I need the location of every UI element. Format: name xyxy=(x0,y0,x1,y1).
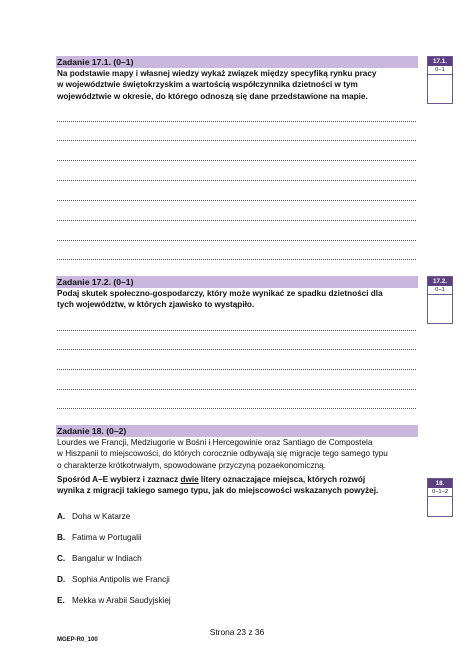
document-code: MGEP-R0_100 xyxy=(57,637,98,643)
answer-line[interactable] xyxy=(57,259,416,260)
score-box-18 xyxy=(427,478,453,517)
task-17-1-header: Zadanie 17.1. (0–1) xyxy=(56,56,418,68)
score-box-points: 0–1 xyxy=(428,286,452,295)
score-box-label: 18. xyxy=(428,479,452,488)
instruction-line-2: wynika z migracji takiego samego typu, jak do miejscowości wskazanych powyżej. xyxy=(57,486,379,496)
answer-line[interactable] xyxy=(57,330,416,331)
score-box-points: 0–1–2 xyxy=(428,488,452,497)
answer-line[interactable] xyxy=(57,240,416,241)
prompt-line: województwie w okresie, do którego odnoszą się dane przedstawione na mapie. xyxy=(57,91,368,101)
option-text: Sophia Antipolis we Francji xyxy=(72,575,170,584)
instruction-line-1 xyxy=(57,474,378,485)
score-box-17-1 xyxy=(427,56,453,104)
task-18-header: Zadanie 18. (0–2) xyxy=(56,425,418,437)
intro-line: Lourdes we Francji, Medziugorie w Bośni i Hercegowinie oraz Santiago de Compostela xyxy=(57,438,373,447)
option-c[interactable] xyxy=(57,553,142,564)
option-text: Fatima w Portugalii xyxy=(72,533,142,542)
answer-line[interactable] xyxy=(57,160,416,161)
option-b[interactable] xyxy=(57,532,142,543)
answer-line[interactable] xyxy=(57,200,416,201)
score-box-points: 0–1 xyxy=(428,66,452,75)
score-box-17-2 xyxy=(427,276,453,324)
prompt-line: Na podstawie mapy i własnej wiedzy wykaż związek między specyfiką rynku pracy xyxy=(57,69,377,78)
answer-line[interactable] xyxy=(57,408,416,409)
prompt-line: tych województw, w których zjawisko to wystąpiło. xyxy=(57,300,255,310)
answer-line[interactable] xyxy=(57,349,416,350)
instruction-text: litery oznaczające miejsca, których rozwój xyxy=(198,475,366,484)
score-box-label: 17.2. xyxy=(428,277,452,286)
option-text: Bangalur w Indiach xyxy=(72,554,142,563)
option-text: Mekka w Arabii Saudyjskiej xyxy=(72,596,171,605)
answer-line[interactable] xyxy=(57,220,416,221)
task-17-2-prompt xyxy=(57,288,383,311)
option-letter: D. xyxy=(57,575,66,584)
instruction-emphasis: dwie xyxy=(180,475,199,484)
task-18-instruction xyxy=(57,474,378,497)
task-17-1-prompt xyxy=(57,68,376,102)
option-e[interactable] xyxy=(57,595,171,606)
answer-line[interactable] xyxy=(57,369,416,370)
intro-line: o charakterze krótkotrwałym, spowodowane przyczyną pozaekonomiczną. xyxy=(57,460,326,470)
answer-line[interactable] xyxy=(57,389,416,390)
task-18-intro xyxy=(57,437,388,471)
instruction-text: Spośród A–E wybierz i zaznacz xyxy=(57,475,181,484)
answer-line[interactable] xyxy=(57,140,416,141)
score-box-label: 17.1. xyxy=(428,57,452,66)
option-letter: A. xyxy=(57,512,66,521)
option-a[interactable] xyxy=(57,511,130,522)
option-letter: B. xyxy=(57,533,66,542)
task-17-2-header: Zadanie 17.2. (0–1) xyxy=(56,276,418,288)
prompt-line: Podaj skutek społeczno-gospodarczy, który może wynikać ze spadku dzietności dla xyxy=(57,289,383,298)
intro-line: w Hiszpanii to miejscowości, do których corocznie odbywają się migracje tego samego typu xyxy=(57,449,388,459)
answer-line[interactable] xyxy=(57,180,416,181)
option-letter: E. xyxy=(57,596,65,605)
prompt-line: w województwie świętokrzyskim a wartością współczynnika dzietności w tym xyxy=(57,80,358,90)
answer-line[interactable] xyxy=(57,121,416,122)
option-letter: C. xyxy=(57,554,66,563)
option-d[interactable] xyxy=(57,574,170,585)
page-number: Strona 23 z 36 xyxy=(209,627,265,637)
option-text: Doha w Katarze xyxy=(72,512,131,521)
